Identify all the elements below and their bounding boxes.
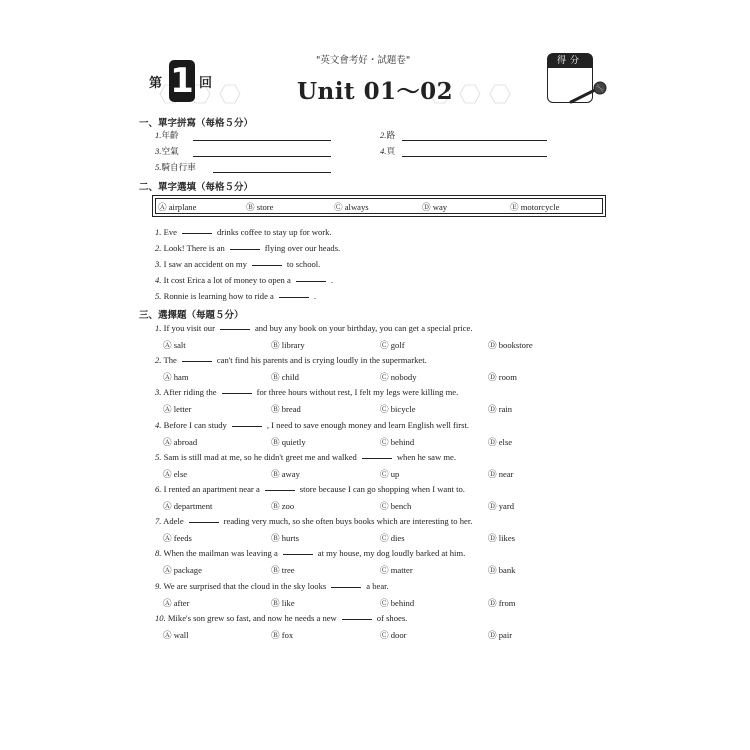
badge-suffix: 回	[199, 76, 213, 91]
answer-option[interactable]: Ⓐ letter	[163, 404, 192, 415]
word-option-e: Ⓔ motorcycle	[510, 202, 560, 212]
spelling-item-2: 2.路	[380, 130, 396, 141]
answer-option[interactable]: Ⓑ child	[271, 372, 299, 383]
section-3-title: 三、選擇題（每題５分）	[139, 310, 244, 321]
answer-option[interactable]: Ⓓ else	[488, 436, 513, 447]
answer-option[interactable]: Ⓓ room	[488, 372, 517, 383]
question-7: 7. Adele reading very much, so she often buys books which are interesting to her.	[155, 516, 473, 527]
question-9: 9. We are surprised that the cloud in the sky looks a bear.	[155, 580, 389, 591]
answer-option[interactable]: Ⓓ likes	[488, 533, 515, 544]
answer-option[interactable]: Ⓓ yard	[488, 501, 515, 511]
spelling-item-5: 5.騎自行車	[155, 162, 196, 173]
question-blank[interactable]	[265, 490, 295, 491]
answer-option[interactable]: Ⓒ behind	[380, 436, 415, 447]
answer-option[interactable]: Ⓑ bread	[271, 404, 301, 415]
question-1: 1. If you visit our and buy any book on your birthday, you can get a special price.	[155, 323, 473, 333]
answer-option[interactable]: Ⓓ from	[488, 597, 516, 608]
question-blank[interactable]	[222, 393, 252, 394]
answer-line-5[interactable]	[213, 172, 331, 173]
spelling-item-4: 4.頁	[380, 146, 396, 157]
answer-option[interactable]: Ⓒ bicycle	[380, 404, 416, 415]
fill-blank[interactable]	[182, 233, 212, 234]
question-blank[interactable]	[182, 361, 212, 362]
badge-number: 1	[170, 61, 194, 101]
fill-item-3: 3. I saw an accident on my to school.	[155, 259, 321, 269]
answer-option[interactable]: Ⓓ bookstore	[488, 340, 533, 350]
question-3: 3. After riding the for three hours without rest, I felt my legs were killing me.	[155, 387, 459, 398]
fill-item-5: 5. Ronnie is learning how to ride a .	[155, 291, 317, 301]
badge-prefix: 第	[149, 76, 163, 91]
score-label: 得分	[548, 54, 592, 68]
answer-option[interactable]: Ⓐ salt	[163, 340, 186, 350]
answer-option[interactable]: Ⓐ after	[163, 597, 190, 608]
fill-blank[interactable]	[230, 249, 260, 250]
section-1-title: 一、單字拼寫（每格５分）	[139, 118, 254, 129]
answer-option[interactable]: Ⓒ nobody	[380, 372, 417, 383]
word-option-b: Ⓑ store	[246, 202, 274, 212]
question-4: 4. Before I can study , I need to save enough money and learn English well first.	[155, 419, 469, 430]
section-2-title: 二、單字選填（每格５分）	[139, 182, 254, 193]
fill-item-4: 4. It cost Erica a lot of money to open a .	[155, 275, 333, 285]
microphone-icon	[569, 80, 609, 106]
fill-item-1: 1. Eve drinks coffee to stay up for work.	[155, 227, 332, 237]
fill-item-2: 2. Look! There is an flying over our heads.	[155, 243, 341, 253]
word-option-c: Ⓒ always	[334, 202, 369, 212]
answer-option[interactable]: Ⓒ dies	[380, 533, 405, 544]
answer-option[interactable]: Ⓓ pair	[488, 629, 513, 640]
answer-option[interactable]: Ⓒ golf	[380, 340, 405, 350]
question-8: 8. When the mailman was leaving a at my house, my dog loudly barked at him.	[155, 548, 466, 559]
answer-option[interactable]: Ⓐ department	[163, 501, 213, 511]
answer-option[interactable]: Ⓑ zoo	[271, 501, 295, 511]
question-blank[interactable]	[220, 329, 250, 330]
spelling-item-3: 3.空氣	[155, 146, 179, 157]
answer-line-4[interactable]	[402, 156, 547, 157]
word-option-d: Ⓓ way	[422, 202, 448, 212]
question-blank[interactable]	[189, 522, 219, 523]
question-blank[interactable]	[331, 587, 361, 588]
question-6: 6. I rented an apartment near a store because I can go shopping when I want to.	[155, 484, 465, 494]
answer-option[interactable]: Ⓐ else	[163, 468, 188, 479]
fill-blank[interactable]	[252, 265, 282, 266]
answer-option[interactable]: Ⓒ door	[380, 629, 407, 640]
answer-option[interactable]: Ⓒ matter	[380, 565, 413, 576]
fill-blank[interactable]	[296, 281, 326, 282]
answer-option[interactable]: Ⓓ near	[488, 468, 514, 479]
answer-option[interactable]: Ⓒ bench	[380, 501, 412, 511]
answer-line-1[interactable]	[193, 140, 331, 141]
answer-option[interactable]: Ⓒ up	[380, 468, 400, 479]
answer-option[interactable]: Ⓐ abroad	[163, 436, 198, 447]
fill-blank[interactable]	[279, 297, 309, 298]
answer-option[interactable]: Ⓑ library	[271, 340, 305, 350]
unit-badge	[149, 60, 217, 102]
question-blank[interactable]	[283, 554, 313, 555]
question-blank[interactable]	[362, 458, 392, 459]
answer-option[interactable]: Ⓑ hurts	[271, 533, 299, 544]
answer-option[interactable]: Ⓓ rain	[488, 404, 513, 415]
answer-option[interactable]: Ⓑ away	[271, 468, 300, 479]
question-5: 5. Sam is still mad at me, so he didn't greet me and walked when he saw me.	[155, 451, 456, 462]
spelling-item-1: 1.年齡	[155, 130, 179, 141]
answer-option[interactable]: Ⓐ wall	[163, 629, 189, 640]
answer-option[interactable]: Ⓐ package	[163, 565, 202, 576]
answer-option[interactable]: Ⓑ fox	[271, 629, 294, 640]
question-blank[interactable]	[232, 426, 262, 427]
answer-option[interactable]: Ⓓ bank	[488, 565, 516, 576]
question-blank[interactable]	[342, 619, 372, 620]
question-2: 2. The can't find his parents and is crying loudly in the supermarket.	[155, 355, 427, 366]
answer-option[interactable]: Ⓑ like	[271, 597, 295, 608]
subtitle: "英文會考好・試題卷"	[316, 55, 411, 66]
answer-option[interactable]: Ⓑ tree	[271, 565, 295, 576]
question-10: 10. Mike's son grew so fast, and now he needs a new of shoes.	[155, 612, 408, 623]
answer-option[interactable]: Ⓐ feeds	[163, 533, 192, 544]
answer-option[interactable]: Ⓐ ham	[163, 372, 189, 383]
word-option-a: Ⓐ airplane	[158, 202, 197, 212]
page-title: Unit 01～02	[297, 78, 454, 105]
answer-option[interactable]: Ⓒ behind	[380, 597, 415, 608]
answer-option[interactable]: Ⓑ quietly	[271, 436, 306, 447]
answer-line-2[interactable]	[402, 140, 547, 141]
answer-line-3[interactable]	[193, 156, 331, 157]
